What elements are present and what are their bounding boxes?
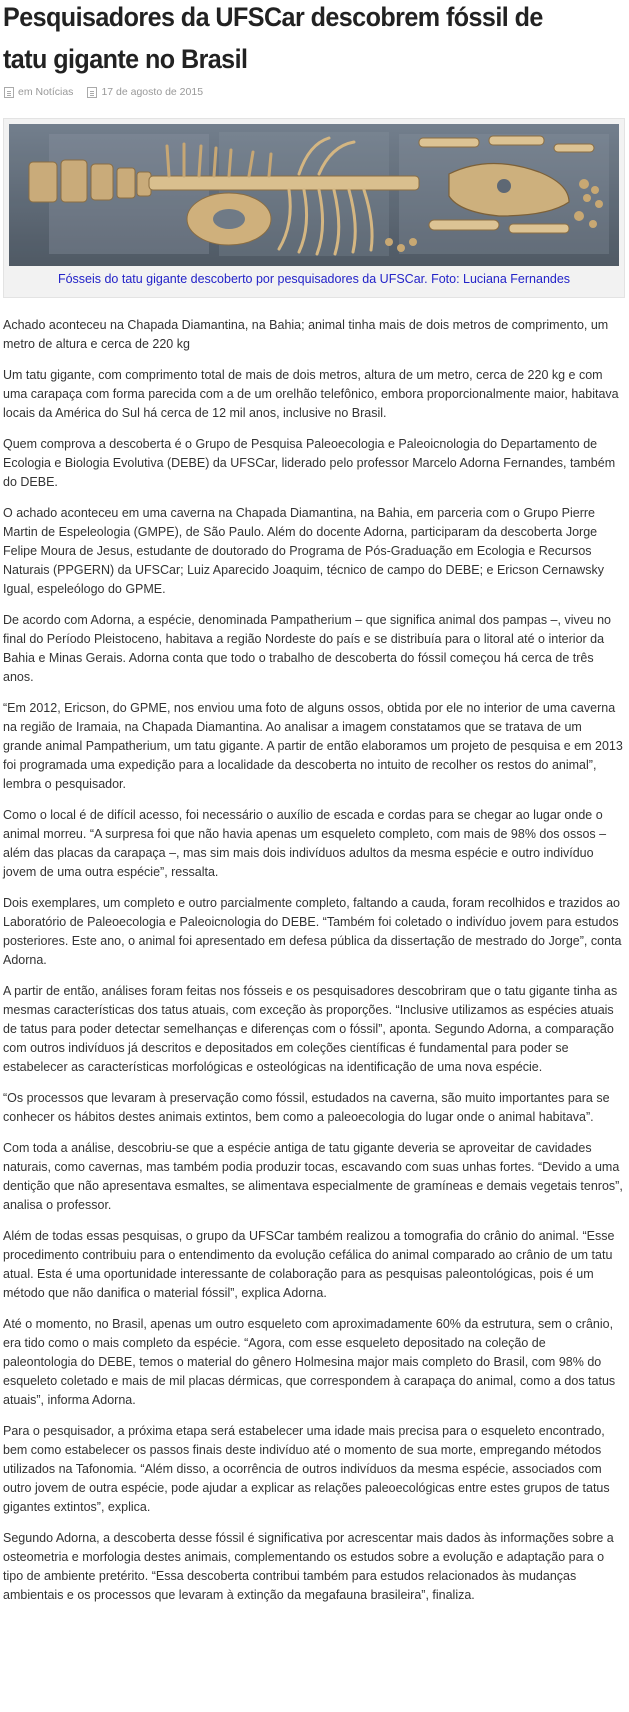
article-paragraph: “Os processos que levaram à preservação como fóssil, estudados na caverna, são muito importantes para se conhecer os hábitos destes animais extintos, bem como a paleoecologia do lugar onde o animal habitava”.	[3, 1091, 610, 1124]
article-paragraph: A partir de então, análises foram feitas nos fósseis e os pesquisadores descobriram que o tatu gigante tinha as mesmas características dos tatus atuais, com exceção às proporções. “Inclusive utilizamos as espécies atuais de tatus para poder detectar semelhanças e diferenças com o fóssil”, aponta. Segundo Adorna, a comparação com outros indivíduos já descritos e depositados em coleções científicas é fundamental para poder se estabelecer as características morfológicas e osteológicas na identificação de uma nova espécie.	[3, 984, 618, 1074]
article-paragraph: “Em 2012, Ericson, do GPME, nos enviou uma foto de alguns ossos, obtida por ele no interior de uma caverna na região de Iramaia, na Chapada Diamantina. Ao analisar a imagem constatamos que se tratava de um grande animal Pampatherium, um tatu gigante. A partir de então elaboramos um projeto de pesquisa e em 2013 foi programada uma expedição para a localidade da descoberta no intuito de recolher os restos do animal”, lembra o pesquisador.	[3, 701, 623, 791]
category-icon	[4, 87, 14, 98]
article-paragraph: Um tatu gigante, com comprimento total de mais de dois metros, altura de um metro, cerca de 220 kg e com uma carapaça com forma parecida com a de um orelhão telefônico, embora proporcionalmente maior, habitava locais da América do Sul há cerca de 12 mil anos, inclusive no Brasil.	[3, 368, 619, 420]
article-paragraph: Para o pesquisador, a próxima etapa será estabelecer uma idade mais precisa para o esqueleto encontrado, bem como estabelecer os passos finais deste indivíduo até o momento de sua morte, empregando métodos utilizados na Tafonomia. “Além disso, a ocorrência de outros indivíduos da mesma espécie, associados com outro jovem de outra espécie, pode ajudar a explicar as relações paleoecológicas entre estes grupos de tatus gigantes extintos”, explica.	[3, 1424, 610, 1514]
article-paragraph: O achado aconteceu em uma caverna na Chapada Diamantina, na Bahia, em parceria com o Grupo Pierre Martin de Espeleologia (GMPE), de São Paulo. Além do docente Adorna, participaram da descoberta Jorge Felipe Moura de Jesus, estudante de doutorado do Programa de Pós-Graduação em Ecologia e Recursos Naturais (PPGERN) da UFSCar; Luiz Aparecido Joaquim, técnico de campo do DEBE; e Ericson Cernawsky Igual, espeleólogo do GPME.	[3, 506, 604, 596]
article-paragraph: Com toda a análise, descobriu-se que a espécie antiga de tatu gigante deveria se aproveitar de cavidades naturais, como cavernas, mas também podia produzir tocas, escavando com suas unhas fortes. “Devido a uma dentição que não apresentava esmaltes, se alimentava especialmente de gramíneas e demais vegetais tenros”, analisa o professor.	[3, 1141, 623, 1212]
calendar-icon	[87, 87, 97, 98]
article-paragraph: Achado aconteceu na Chapada Diamantina, na Bahia; animal tinha mais de dois metros de comprimento, um metro de altura e cerca de 220 kg	[3, 318, 609, 351]
article-paragraph: Segundo Adorna, a descoberta desse fóssil é significativa por acrescentar mais dados às informações sobre a osteometria e morfologia destes animais, complementando os estudos sobre a evolução e adaptação para o tipo de ambiente pretérito. “Essa descoberta contribui também para estudos relacionados às mudanças ambientais e os processos que levaram à extinção da megafauna brasileira”, finaliza.	[3, 1531, 614, 1602]
article-paragraph: Dois exemplares, um completo e outro parcialmente completo, faltando a cauda, foram recolhidos e trazidos ao Laboratório de Paleoecologia e Paleoicnologia do DEBE. “Também foi coletado o indivíduo jovem para estudos posteriores. Este ano, o animal foi apresentado em defesa pública da dissertação de mestrado do Jorge”, conta Adorna.	[3, 896, 622, 967]
article-paragraph: Além de todas essas pesquisas, o grupo da UFSCar também realizou a tomografia do crânio do animal. “Esse procedimento contribuiu para o entendimento da evolução cefálica do animal comparado ao crânio de um tatu atual. Esta é uma oportunidade interessante de colaboração para as pesquisas paleontológicas, pois é um método que não danifica o material fóssil”, explica Adorna.	[3, 1229, 615, 1300]
article-body	[3, 316, 623, 1617]
fossil-photo[interactable]	[9, 124, 619, 266]
article-title[interactable]: Pesquisadores da UFSCar descobrem fóssil de tatu gigante no Brasil	[3, 2, 543, 74]
fossil-photo-illustration	[9, 124, 619, 266]
article-figure	[3, 118, 625, 298]
article-paragraph: Como o local é de difícil acesso, foi necessário o auxílio de escada e cordas para se chegar ao lugar onde o animal morreu. “A surpresa foi que não havia apenas um esqueleto completo, com mais de 98% dos ossos – além das placas da carapaça –, mas sim mais dois indivíduos adultos da mesma espécie e outro indivíduo jovem de uma outra espécie”, ressalta.	[3, 808, 607, 879]
article-meta	[4, 86, 203, 98]
article-paragraph: Quem comprova a descoberta é o Grupo de Pesquisa Paleoecologia e Paleoicnologia do Departamento de Ecologia e Biologia Evolutiva (DEBE) da UFSCar, liderado pelo professor Marcelo Adorna Fernandes, também do DEBE.	[3, 437, 616, 489]
figure-caption: Fósseis do tatu gigante descoberto por pesquisadores da UFSCar. Foto: Luciana Fernandes	[57, 272, 571, 286]
article-date: 17 de agosto de 2015	[101, 86, 204, 98]
article-category[interactable]: em Notícias	[18, 86, 74, 98]
article-paragraph: Até o momento, no Brasil, apenas um outro esqueleto com aproximadamente 60% da estrutura, sem o crânio, era tido como o mais completo da espécie. “Agora, com esse esqueleto depositado na coleção de paleontologia do DEBE, temos o material do gênero Holmesina major mais completo do Brasil, com 98% do esqueleto coletado e mais de mil placas dérmicas, que correspondem à carapaça do animal, como a dos tatus atuais”, informa Adorna.	[3, 1317, 616, 1407]
article-paragraph: De acordo com Adorna, a espécie, denominada Pampatherium – que significa animal dos pampas –, viveu no final do Período Pleistoceno, habitava a região Nordeste do país e se distribuía para o litoral até o interior da Bahia e Minas Gerais. Adorna conta que todo o trabalho de descoberta do fóssil começou há cerca de três anos.	[3, 613, 611, 684]
